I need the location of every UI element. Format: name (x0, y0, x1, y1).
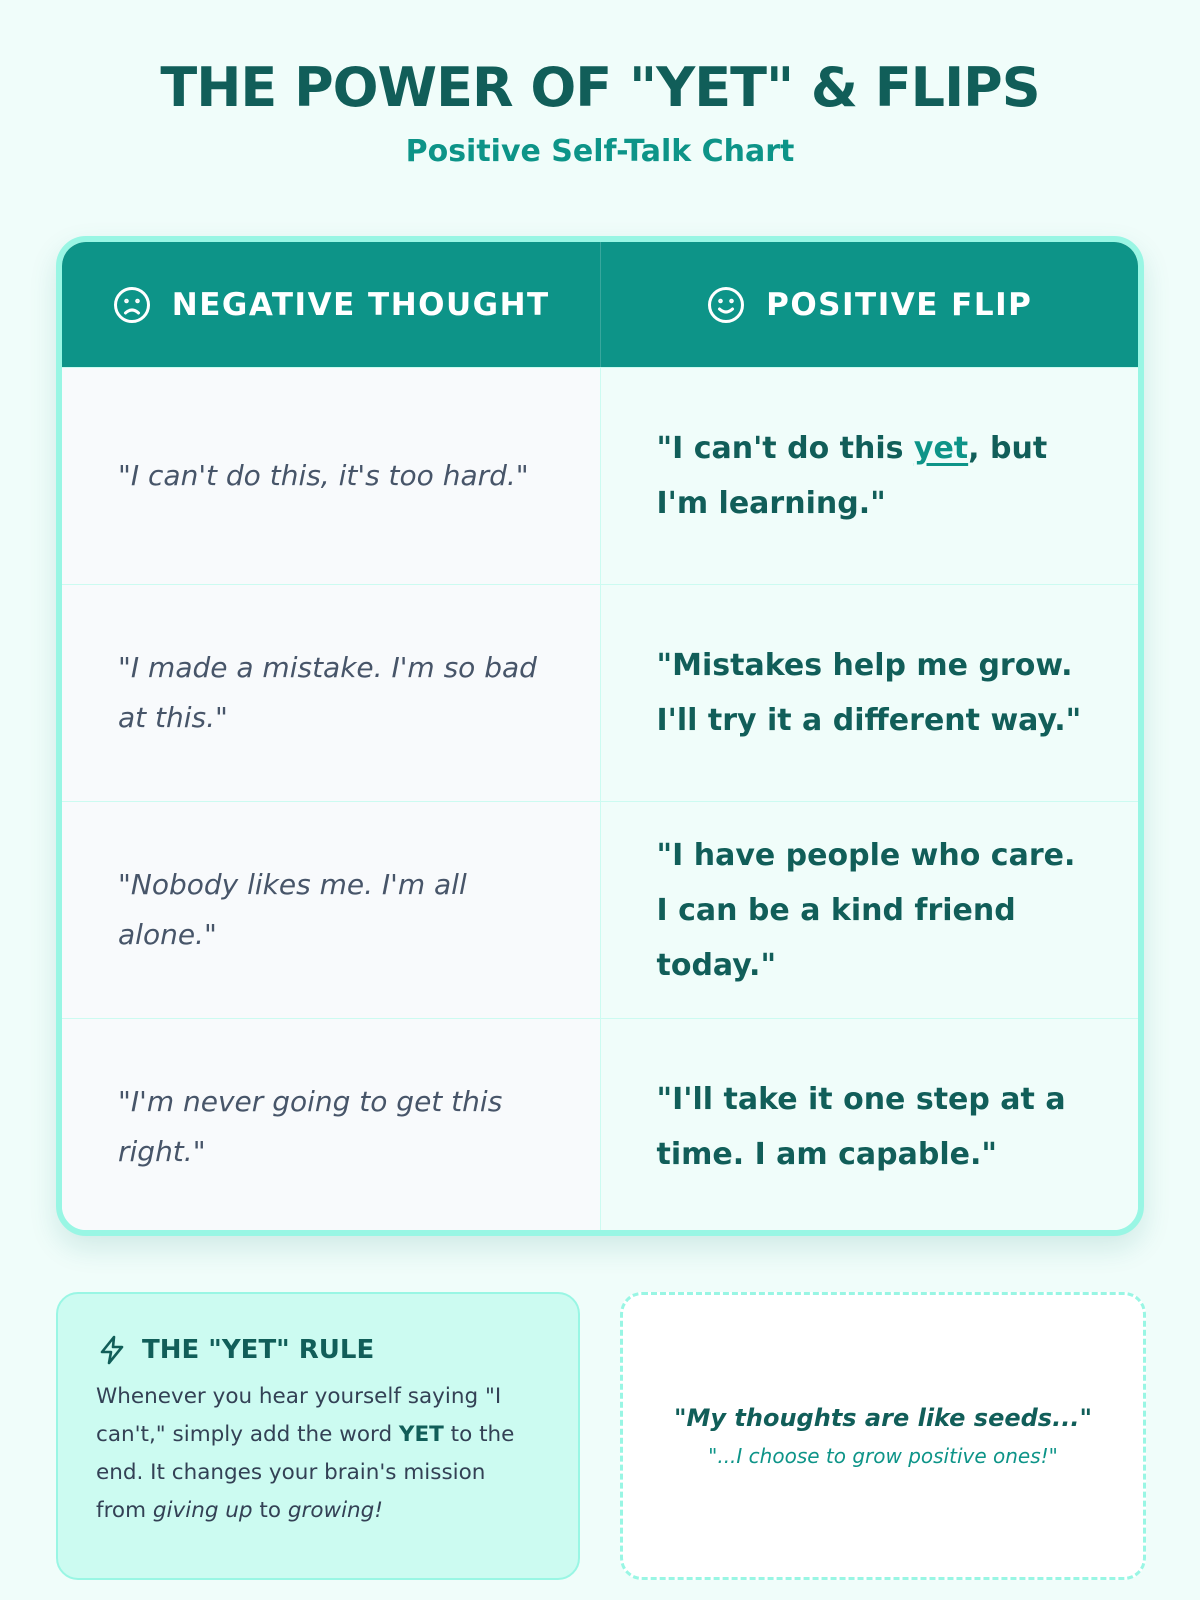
yet-rule-title: THE "YET" RULE (142, 1335, 375, 1365)
quote-sub: "...I choose to grow positive ones!" (708, 1444, 1058, 1468)
negative-thought (62, 802, 601, 1018)
quote-main: "My thoughts are like seeds..." (674, 1404, 1092, 1432)
yet-rule-text-part: to the end. It changes your brain's mission from (96, 1422, 515, 1523)
yet-rule-italic-phrase: growing! (287, 1498, 383, 1523)
column-label-negative: NEGATIVE THOUGHT (171, 286, 550, 323)
negative-thought-text: "I made a mistake. I'm so bad at this." (118, 651, 537, 734)
negative-thought-text: "I can't do this, it's too hard." (118, 459, 529, 492)
lightning-bolt-icon (96, 1334, 128, 1366)
seeds-quote-card (620, 1292, 1146, 1580)
positive-flip (601, 585, 1139, 801)
negative-thought (62, 368, 601, 584)
yet-rule-bold-word: YET (398, 1422, 444, 1447)
column-header-negative (62, 242, 601, 367)
table-row (62, 1018, 1138, 1235)
yet-highlight: yet (913, 431, 969, 466)
table-row (62, 367, 1138, 584)
table-header (62, 242, 1138, 367)
table-row (62, 801, 1138, 1018)
negative-thought (62, 585, 601, 801)
frown-face-icon (112, 285, 152, 325)
positive-flip (601, 802, 1139, 1018)
column-header-positive (601, 242, 1139, 367)
column-label-positive: POSITIVE FLIP (766, 286, 1033, 323)
yet-rule-header (96, 1334, 540, 1366)
yet-rule-italic-phrase: giving up (152, 1498, 253, 1523)
yet-rule-card (56, 1292, 580, 1580)
page-title: THE POWER OF "YET" & FLIPS (160, 56, 1040, 119)
table-row (62, 584, 1138, 801)
negative-thought-text: "I'm never going to get this right." (118, 1085, 503, 1168)
positive-flip-text: "I have people who care. I can be a kind friend today." (656, 837, 1076, 983)
positive-flip-text: "Mistakes help me grow. I'll try it a different way." (656, 648, 1082, 738)
positive-flip (601, 1019, 1139, 1235)
yet-rule-text (96, 1378, 540, 1530)
positive-flip-text-start: "I can't do this (656, 431, 914, 466)
yet-rule-text-part: to (252, 1498, 288, 1523)
smile-face-icon (706, 285, 746, 325)
positive-flip-text-end: , but I'm learning." (656, 431, 1048, 521)
positive-flip (601, 368, 1139, 584)
yet-rule-text-part: Whenever you hear yourself saying "I can't," simply add the word (96, 1384, 502, 1447)
page-subtitle: Positive Self-Talk Chart (405, 134, 795, 169)
positive-flip-text: "I'll take it one step at a time. I am capable." (656, 1082, 1066, 1172)
page-header (0, 52, 1200, 172)
self-talk-table (56, 236, 1144, 1236)
negative-thought (62, 1019, 601, 1235)
negative-thought-text: "Nobody likes me. I'm all alone." (118, 868, 467, 951)
positive-flip-text (657, 421, 1083, 531)
